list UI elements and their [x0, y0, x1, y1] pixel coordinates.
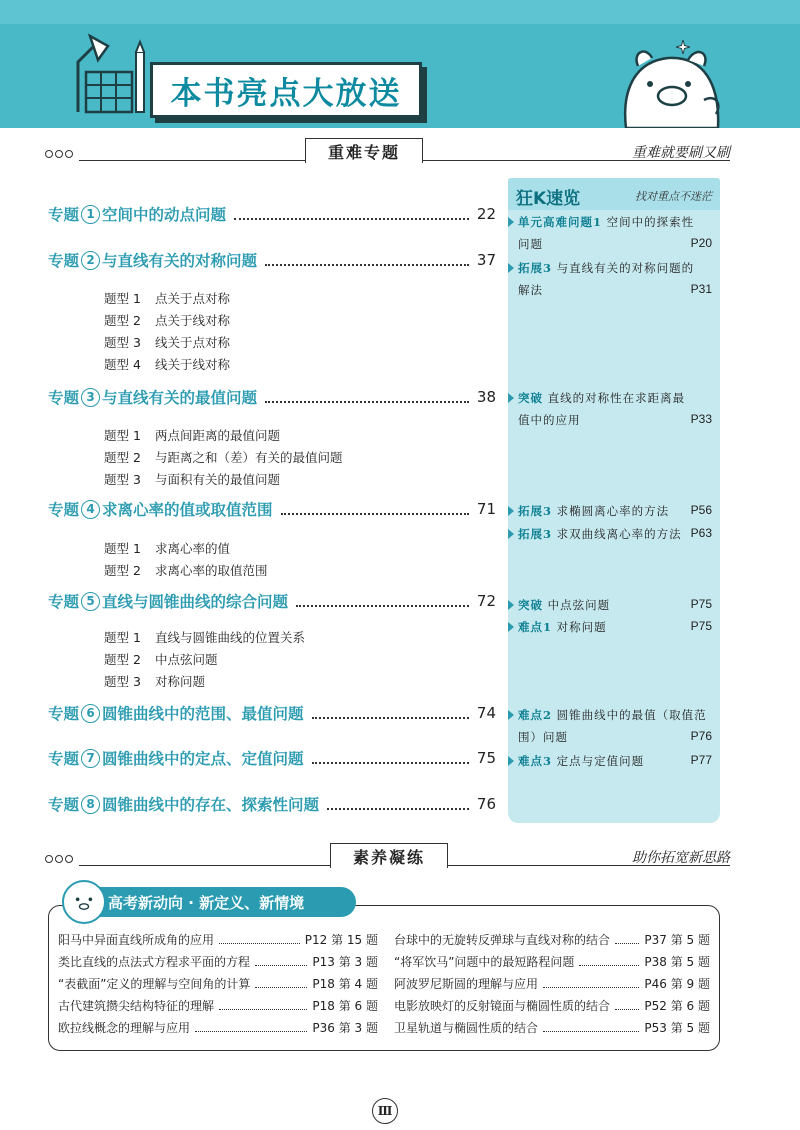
dot-leader: [296, 596, 469, 607]
subtype-row: 题型 3 对称问题: [104, 674, 205, 689]
mascot-avatar-icon: [62, 880, 106, 924]
header-banner: [0, 0, 800, 128]
topic-title: 圆锥曲线中的定点、定值问题: [102, 750, 304, 768]
topic-row[interactable]: [48, 701, 496, 725]
subtype-row: 题型 4 线关于线对称: [104, 357, 230, 372]
topic-label: 专题: [48, 705, 80, 723]
banner-stripe: [0, 0, 800, 24]
subtype-row: 题型 3 线关于点对称: [104, 335, 230, 350]
topic-label: 专题: [48, 252, 80, 270]
dot-leader: [312, 753, 469, 764]
topic-label: 专题: [48, 796, 80, 814]
topic-label: 专题: [48, 389, 80, 407]
triangle-arrow-icon: [508, 756, 514, 766]
topic-label: 专题: [48, 593, 80, 611]
desk-lamp-icon: [70, 32, 150, 120]
list-item[interactable]: “将军饮马”问题中的最短路程问题 P38 第 5 题: [394, 955, 710, 969]
triangle-arrow-icon: [508, 506, 514, 516]
panel-item-page: P33: [690, 412, 712, 426]
topic-page: 38: [476, 388, 496, 406]
panel-item-page: P31: [690, 282, 712, 296]
section-slogan: 助你拓宽新思路: [632, 850, 730, 866]
panel-item-page: P75: [690, 597, 712, 611]
topic-page: 37: [476, 251, 496, 269]
subtype-row: 题型 2 点关于线对称: [104, 313, 230, 328]
list-item[interactable]: 阳马中异面直线所成角的应用 P12 第 15 题: [58, 933, 378, 947]
subtype-row: 题型 1 直线与圆锥曲线的位置关系: [104, 630, 305, 645]
triangle-arrow-icon: [508, 600, 514, 610]
topic-page: 75: [476, 749, 496, 767]
dot-leader: [265, 255, 469, 266]
topic-number: 5: [81, 592, 100, 611]
topic-row[interactable]: [48, 746, 496, 770]
panel-item-page: P56: [690, 503, 712, 517]
page-number: Ⅲ: [372, 1098, 398, 1124]
panel-item-page: P63: [690, 526, 712, 540]
topic-page: 74: [476, 704, 496, 722]
list-item[interactable]: 古代建筑攒尖结构特征的理解 P18 第 6 题: [58, 999, 378, 1013]
banner-title: 本书亮点大放送: [170, 75, 402, 112]
topic-title: 空间中的动点问题: [102, 206, 227, 224]
topic-page: 72: [476, 592, 496, 610]
triangle-arrow-icon: [508, 622, 514, 632]
topic-number: 7: [81, 749, 100, 768]
list-item[interactable]: 电影放映灯的反射镜面与椭圆性质的结合 P52 第 6 题: [394, 999, 710, 1013]
dot-leader: [234, 209, 469, 220]
topic-row[interactable]: [48, 248, 496, 272]
triangle-arrow-icon: [508, 393, 514, 403]
topic-number: 3: [81, 388, 100, 407]
dot-leader: [281, 504, 469, 515]
subtype-row: 题型 2 与距离之和（差）有关的最值问题: [104, 450, 343, 465]
section-tab: 重难专题: [305, 138, 423, 163]
dot-leader: [265, 392, 469, 403]
section-slogan: 重难就要刷又刷: [632, 145, 730, 161]
triangle-arrow-icon: [508, 263, 514, 273]
topic-title: 求离心率的值或取值范围: [102, 501, 273, 519]
section-dots: [45, 855, 73, 863]
panel-title: 狂K速览: [516, 189, 581, 209]
banner-title-box: [150, 62, 422, 118]
subtype-row: 题型 1 点关于点对称: [104, 291, 230, 306]
list-item[interactable]: 类比直线的点法式方程求平面的方程 P13 第 3 题: [58, 955, 378, 969]
topic-title: 圆锥曲线中的范围、最值问题: [102, 705, 304, 723]
topic-row[interactable]: [48, 497, 496, 521]
topic-title: 直线与圆锥曲线的综合问题: [102, 593, 289, 611]
subtype-row: 题型 3 与面积有关的最值问题: [104, 472, 280, 487]
topic-row[interactable]: [48, 202, 496, 226]
topic-page: 22: [476, 205, 496, 223]
panel-item-page: P75: [690, 619, 712, 633]
list-item[interactable]: 台球中的无旋转反弹球与直线对称的结合 P37 第 5 题: [394, 933, 710, 947]
dot-leader: [312, 708, 469, 719]
topic-number: 8: [81, 795, 100, 814]
list-item[interactable]: 欧拉线概念的理解与应用 P36 第 3 题: [58, 1021, 378, 1035]
new-trends-header: 高考新动向 · 新定义、新情境: [66, 887, 356, 917]
topic-label: 专题: [48, 501, 80, 519]
quick-overview-panel: 狂K速览 找对重点不迷茫 单元高难问题1 空间中的探索性 问题 P20 拓展3 与直线有关的对称问题的 解法 P31 突破 直线的对称性在求距离最 值中的应用 P33 拓展3 求椭圆离心率的方法 P56 拓展3 求双曲线离心率的方法 P63 突破 中点弦问题 P75 难点1 对称问题 P75 难点2 圆锥曲线中的最值（取值范 围）问题 P76 难点3 定点与定值问题 P77: [508, 178, 720, 823]
panel-subtitle: 找对重点不迷茫: [635, 190, 712, 203]
subtype-row: 题型 1 求离心率的值: [104, 541, 230, 556]
topic-row[interactable]: [48, 589, 496, 613]
topic-number: 1: [81, 205, 100, 224]
topic-title: 与直线有关的对称问题: [102, 252, 258, 270]
panel-item-page: P20: [690, 236, 712, 250]
subtype-row: 题型 1 两点间距离的最值问题: [104, 428, 280, 443]
topic-label: 专题: [48, 206, 80, 224]
mascot-icon: [612, 44, 730, 128]
triangle-arrow-icon: [508, 710, 514, 720]
topic-page: 71: [476, 500, 496, 518]
panel-item-page: P77: [690, 753, 712, 767]
list-item[interactable]: 阿波罗尼斯圆的理解与应用 P46 第 9 题: [394, 977, 710, 991]
panel-header: [508, 178, 720, 210]
topic-number: 6: [81, 704, 100, 723]
topic-title: 圆锥曲线中的存在、探索性问题: [102, 796, 320, 814]
panel-item-page: P76: [690, 729, 712, 743]
triangle-arrow-icon: [508, 529, 514, 539]
subtype-row: 题型 2 求离心率的取值范围: [104, 563, 268, 578]
section-bar-literacy: [45, 843, 730, 873]
topic-number: 4: [81, 500, 100, 519]
topic-number: 2: [81, 251, 100, 270]
section-bar-key-topics: [45, 138, 730, 168]
dot-leader: [327, 799, 469, 810]
topic-title: 与直线有关的最值问题: [102, 389, 258, 407]
subtype-row: 题型 2 中点弦问题: [104, 652, 218, 667]
topic-page: 76: [476, 795, 496, 813]
topic-row[interactable]: [48, 385, 496, 409]
triangle-arrow-icon: [508, 217, 514, 227]
list-item[interactable]: “表截面”定义的理解与空间角的计算 P18 第 4 题: [58, 977, 378, 991]
section-dots: [45, 150, 73, 158]
topic-label: 专题: [48, 750, 80, 768]
list-item[interactable]: 卫星轨道与椭圆性质的结合 P53 第 5 题: [394, 1021, 710, 1035]
topic-row[interactable]: [48, 792, 496, 816]
sparkle-icon: [676, 40, 690, 54]
section-tab: 素养凝练: [330, 843, 448, 868]
